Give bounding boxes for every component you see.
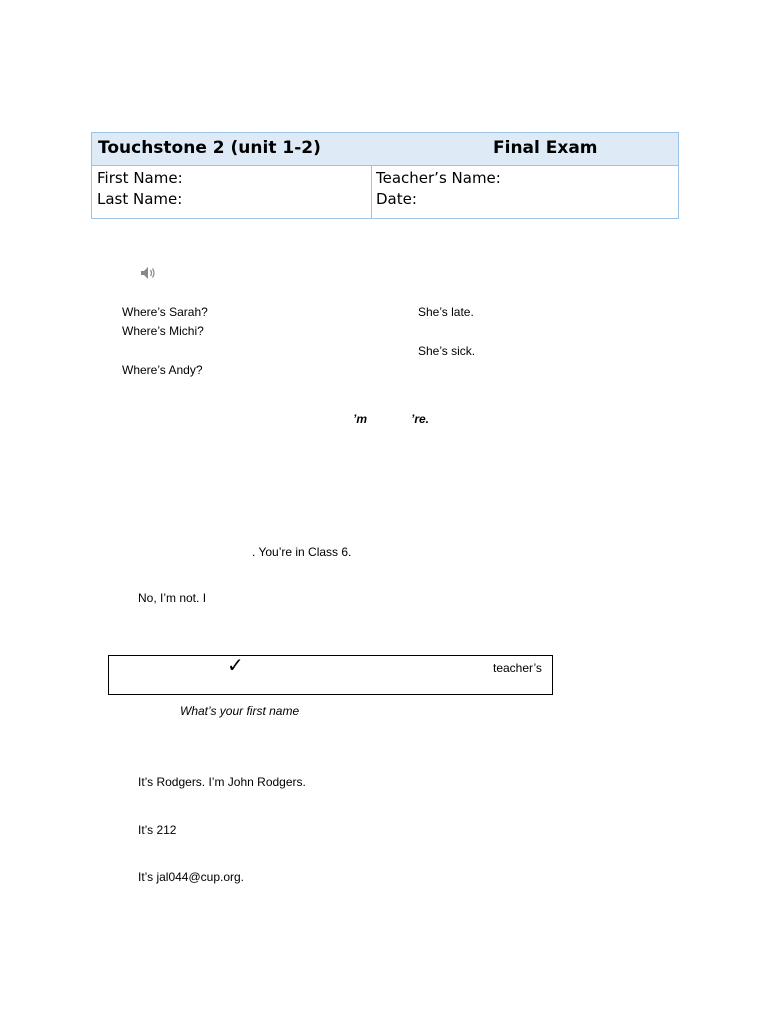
first-name-label: First Name:	[97, 169, 183, 187]
exam-title: Final Exam	[493, 138, 598, 158]
sentence-class: . You’re in Class 6.	[252, 545, 352, 559]
example-prompt: What’s your first name	[180, 704, 300, 718]
answer-email: It’s jal044@cup.org.	[138, 870, 245, 884]
date-label: Date:	[376, 190, 417, 208]
box-word-teachers: teacher’s	[493, 661, 542, 675]
answer-rodgers: It’s Rodgers. I’m John Rodgers.	[138, 775, 306, 789]
speaker-icon[interactable]	[140, 265, 158, 281]
dialog-question-andy: Where’s Andy?	[122, 363, 203, 377]
dialog-answer-sick: She’s sick.	[418, 344, 476, 358]
check-mark: ✓	[227, 653, 244, 677]
teacher-name-label: Teacher’s Name:	[376, 169, 501, 187]
contraction-re: ’re.	[411, 412, 430, 426]
header-title-row	[92, 133, 678, 166]
course-title: Touchstone 2 (unit 1-2)	[98, 138, 321, 158]
answer-phone: It’s 212	[138, 823, 177, 837]
word-box	[108, 655, 553, 695]
last-name-label: Last Name:	[97, 190, 183, 208]
contraction-m: ’m	[353, 412, 368, 426]
dialog-answer-late: She’s late.	[418, 305, 474, 319]
header-divider	[371, 166, 372, 219]
dialog-question-michi: Where’s Michi?	[122, 324, 204, 338]
header-table	[91, 132, 679, 219]
sentence-no: No, I’m not. I	[138, 591, 207, 605]
dialog-question-sarah: Where’s Sarah?	[122, 305, 208, 319]
